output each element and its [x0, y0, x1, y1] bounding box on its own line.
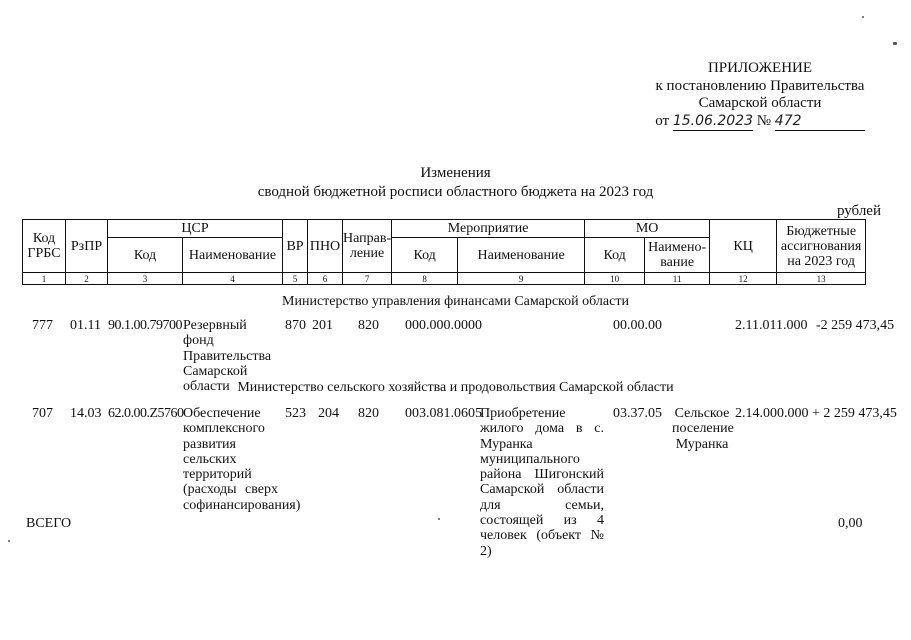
- cell-csr-name: Обеспечение комплексного развития сельских территорий (расходы сверх софинансирования): [183, 406, 301, 513]
- cell-pno: 204: [318, 406, 339, 421]
- cell-direction: 820: [358, 318, 379, 333]
- scan-speck: [862, 16, 864, 18]
- cell-kc: 2.11.011.000: [735, 318, 808, 333]
- header-csr: ЦСР: [108, 220, 283, 238]
- scan-speck: [893, 42, 897, 45]
- header-event-code: Код: [392, 238, 458, 273]
- col-number: 5: [283, 273, 308, 285]
- col-number: 6: [308, 273, 343, 285]
- cell-grbs: 707: [32, 406, 53, 421]
- col-number: 2: [66, 273, 108, 285]
- header-rzpr: РзПР: [66, 220, 108, 273]
- col-number: 13: [777, 273, 866, 285]
- appendix-line-1: к постановлению Правительства: [655, 77, 865, 94]
- title-line-1: Изменения: [420, 165, 491, 181]
- cell-mo-code: 00.00.00: [613, 318, 662, 333]
- section-title: Министерство сельского хозяйства и продовольствия Самарской области: [237, 380, 674, 395]
- col-number: 12: [710, 273, 777, 285]
- cell-mo-name: Сельское поселение Муранка: [672, 406, 734, 452]
- cell-event-name: Приобретение жилого дома в с. Муранка муниципального района Шигонский Самарской области для семьи, состоящей из 4 человек (объект № 2): [480, 406, 604, 559]
- cell-vr: 523: [285, 406, 306, 421]
- header-pno: ПНО: [308, 220, 343, 273]
- cell-kc: 2.14.000.000: [735, 406, 809, 421]
- col-number: 1: [23, 273, 66, 285]
- cell-grbs: 777: [32, 318, 53, 333]
- cell-direction: 820: [358, 406, 379, 421]
- appendix-title: ПРИЛОЖЕНИЕ: [707, 60, 813, 76]
- scan-speck: [8, 540, 10, 542]
- cell-pno: 201: [312, 318, 333, 333]
- header-csr-name: Наименование: [183, 238, 283, 273]
- cell-rzpr: 14.03: [70, 406, 102, 421]
- appendix-block: [610, 60, 910, 131]
- cell-csr-code: 62.0.00.Z5760: [108, 406, 184, 421]
- header-event: Мероприятие: [392, 220, 585, 238]
- col-number: 4: [183, 273, 283, 285]
- header-grbs: Код ГРБС: [23, 220, 66, 273]
- unit-label: рублей: [836, 203, 881, 219]
- col-number: 10: [585, 273, 645, 285]
- date-prefix: от: [655, 112, 670, 129]
- document-title: [0, 164, 911, 202]
- appendix-line-2: Самарской области: [698, 95, 822, 111]
- col-number: 7: [343, 273, 392, 285]
- section-title: Министерство управления финансами Самарской области: [282, 294, 629, 309]
- handwritten-number: 472: [775, 113, 865, 132]
- header-mo: МО: [585, 220, 710, 238]
- header-kc: КЦ: [710, 220, 777, 273]
- cell-amount: + 2 259 473,45: [812, 406, 897, 421]
- handwritten-date: 15.06.2023: [673, 113, 753, 132]
- scan-speck: [438, 518, 440, 520]
- header-vr: ВР: [283, 220, 308, 273]
- cell-event-code: 000.000.0000: [405, 318, 482, 333]
- header-mo-name: Наимено-вание: [645, 238, 710, 273]
- col-number: 3: [108, 273, 183, 285]
- cell-amount: -2 259 473,45: [816, 318, 895, 333]
- header-budget: Бюджетные ассигнования на 2023 год: [777, 220, 866, 273]
- header-table: [22, 219, 866, 285]
- cell-rzpr: 01.11: [70, 318, 101, 333]
- appendix-date-line: [610, 113, 910, 132]
- cell-csr-code: 90.1.00.79700: [108, 318, 182, 333]
- col-number: 11: [645, 273, 710, 285]
- cell-event-code: 003.081.0605: [405, 406, 482, 421]
- total-value: 0,00: [838, 516, 863, 531]
- col-number: 8: [392, 273, 458, 285]
- number-prefix: №: [756, 112, 772, 129]
- cell-csr-name: Резервный фонд Правительства Самарской области: [183, 318, 272, 395]
- header-mo-code: Код: [585, 238, 645, 273]
- header-event-name: Наименование: [458, 238, 585, 273]
- col-number: 9: [458, 273, 585, 285]
- title-line-2: сводной бюджетной росписи областного бюджета на 2023 год: [257, 184, 654, 200]
- header-csr-code: Код: [108, 238, 183, 273]
- total-label: ВСЕГО: [26, 516, 72, 531]
- cell-mo-code: 03.37.05: [613, 406, 662, 421]
- header-direction: Направ-ление: [343, 220, 392, 273]
- cell-vr: 870: [285, 318, 306, 333]
